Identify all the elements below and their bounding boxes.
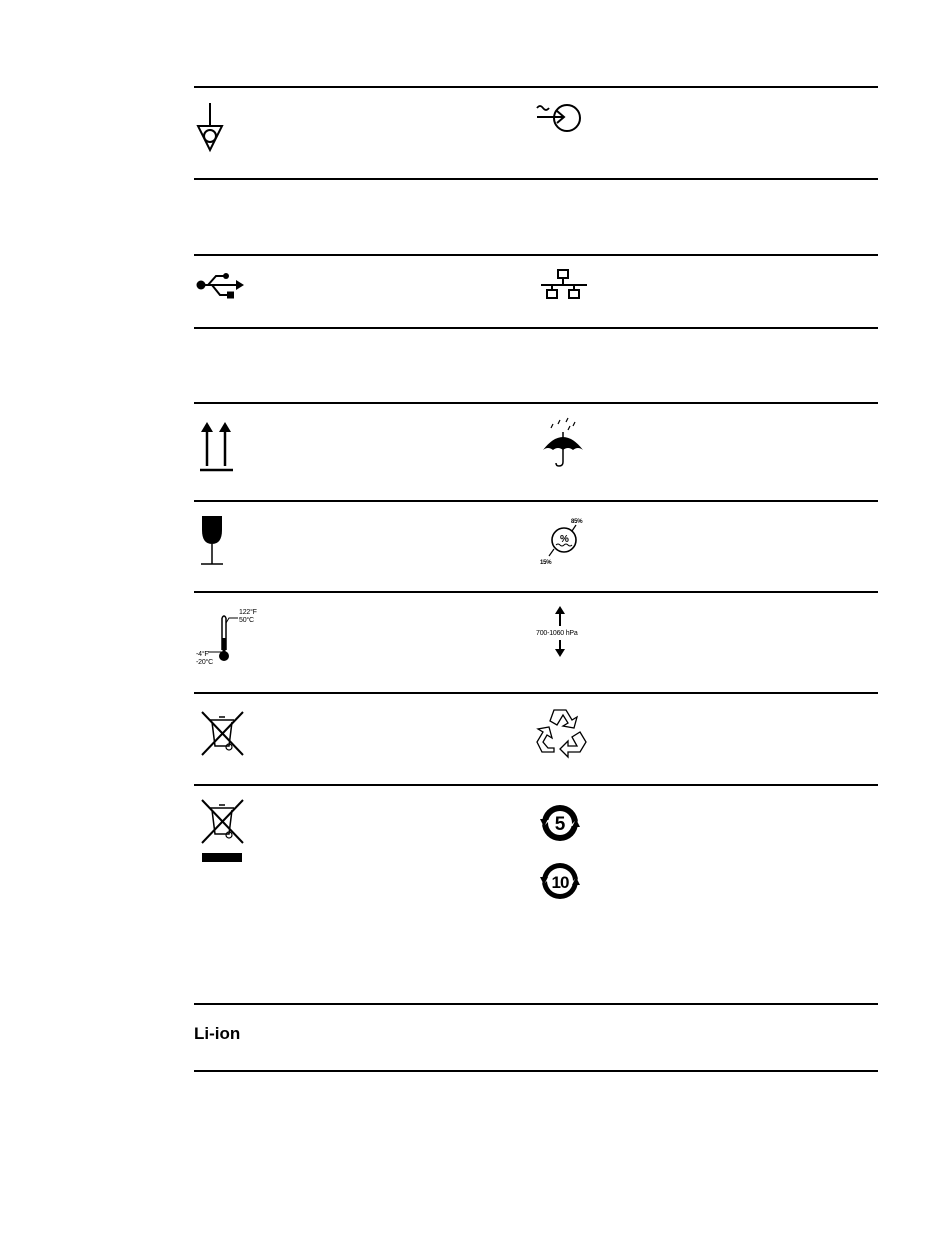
weee-crossed-bin-icon [200,710,246,758]
table-divider [194,591,878,593]
humidity-percent-sign: % [560,534,569,545]
efup-5-number: 5 [554,814,566,835]
table-divider [194,402,878,404]
weee-crossed-bin-bar-icon [200,798,246,866]
table-divider [194,784,878,786]
this-way-up-icon [198,420,236,474]
temperature-lower-f: -4°F [196,651,209,658]
pressure-range-label: 700-1060 hPa [536,630,578,637]
humidity-upper-label: 85% [571,519,583,525]
temperature-upper-c: 50°C [239,617,254,624]
temperature-lower-c: -20°C [196,659,213,666]
table-divider [194,1070,878,1072]
network-icon [540,268,588,302]
efup-10-number: 10 [551,873,569,892]
table-divider [194,692,878,694]
usb-icon [196,268,246,302]
humidity-limit-icon [538,514,590,566]
table-divider [194,86,878,88]
table-divider [194,254,878,256]
table-divider [194,178,878,180]
equipotentiality-icon [194,100,230,156]
temperature-limit-icon [196,606,266,668]
table-divider [194,500,878,502]
recycle-icon [536,706,588,754]
temperature-upper-f: 122°F [239,609,257,616]
keep-dry-icon [540,416,586,470]
efup-5-years-icon [536,802,586,844]
ac-input-icon [535,100,587,136]
battery-type-label: Li-ion [194,1024,241,1043]
fragile-icon [198,514,226,566]
efup-10-years-icon [536,860,586,902]
table-divider [194,327,878,329]
table-divider [194,1003,878,1005]
atmospheric-pressure-icon [536,606,598,658]
humidity-lower-label: 15% [540,560,552,566]
